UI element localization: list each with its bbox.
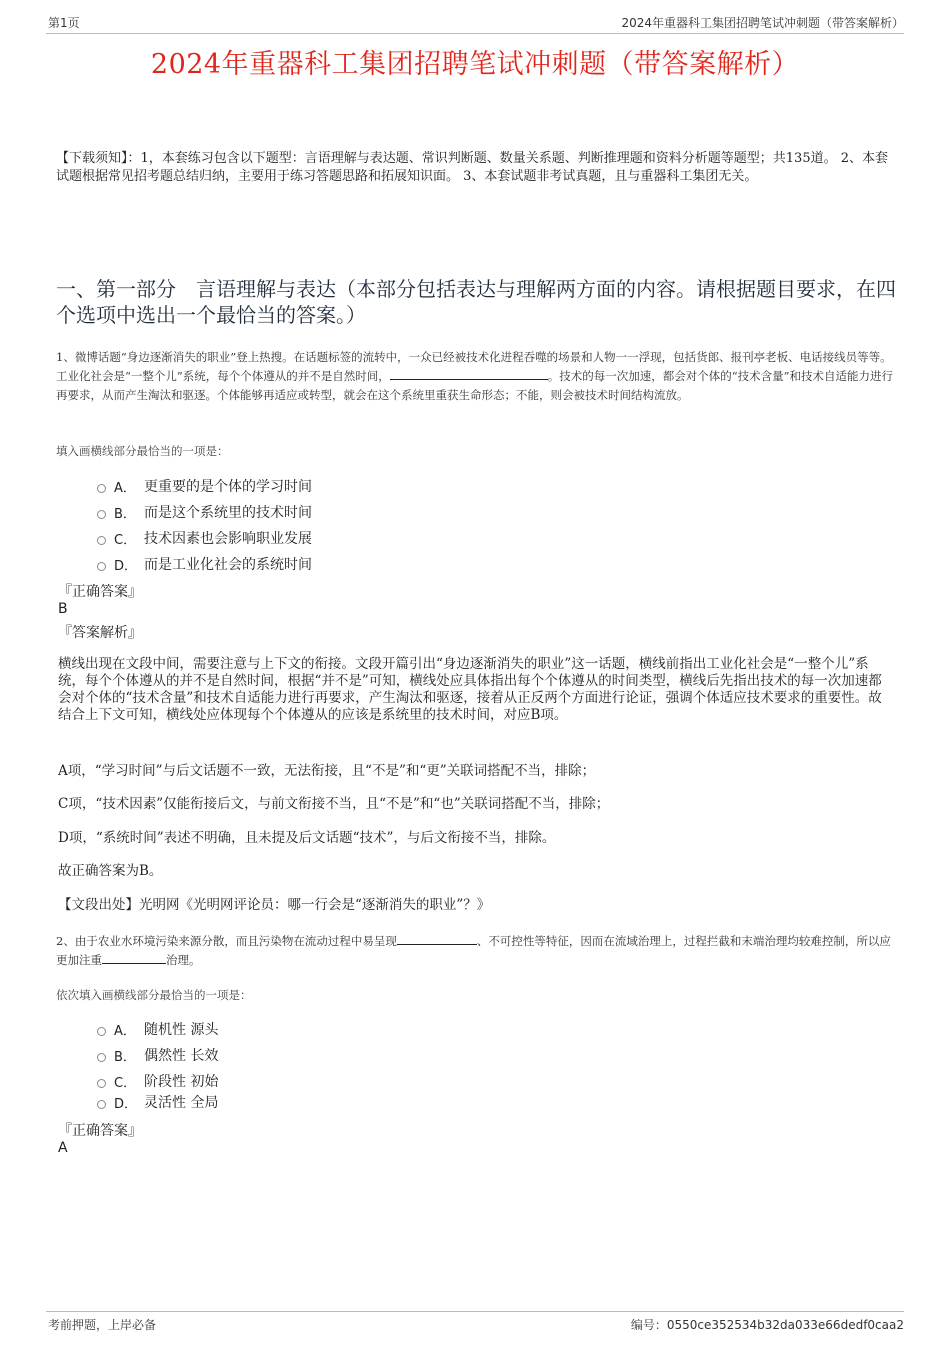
page-title: 2024年重器科工集团招聘笔试冲刺题（带答案解析） xyxy=(150,49,800,80)
radio-icon[interactable] xyxy=(97,1079,106,1088)
analysis-paragraph: 横线出现在文段中间，需要注意与上下文的衔接。文段开篇引出“身边逐渐消失的职业”这一话题，横线前指出工业化社会是“一整个儿”系统，每个个体遵从的并不是自然时间，根据“并不是”可知，横线处应具体指出每个个体遵从的时间类型，横线后先指出技术的每一次加速都会对个体的“技术含量”和技术自适能力进行再要求，产生淘汰和驱逐，接着从正反两个方面进行论证，强调个体适应技术要求的重要性。故结合上下文可知，横线处应体现每个个体遵从的应该是系统里的技术时间，对应B项。 xyxy=(58,656,882,723)
question-2-text-part1: 2、由于农业水环境污染来源分散，而且污染物在流动过程中易呈现 xyxy=(56,934,397,948)
radio-icon[interactable] xyxy=(97,562,106,571)
question-2-answer-label: 『正确答案』 xyxy=(58,1123,142,1139)
analysis-paragraph: A项，“学习时间”与后文话题不一致，无法衔接，且“不是”和“更”关联词搭配不当，排除； xyxy=(58,763,596,779)
question-1-option-c[interactable] xyxy=(97,527,312,549)
analysis-paragraph: C项，“技术因素”仅能衔接后文，与前文衔接不当，且“不是”和“也”关联词搭配不当，排除； xyxy=(58,796,610,812)
question-2-text-part3: 治理。 xyxy=(166,953,201,967)
option-letter: C． xyxy=(114,1075,137,1091)
analysis-conclusion: 故正确答案为B。 xyxy=(58,863,163,879)
radio-icon[interactable] xyxy=(97,1027,106,1036)
question-2-prompt: 依次填入画横线部分最恰当的一项是： xyxy=(56,988,252,1002)
question-1-analysis-label: 『答案解析』 xyxy=(58,625,142,641)
option-text: 阶段性 初始 xyxy=(144,1074,219,1090)
radio-icon[interactable] xyxy=(97,484,106,493)
option-letter: D． xyxy=(114,1096,138,1112)
option-text: 灵活性 全局 xyxy=(144,1095,219,1111)
section-heading: 一、第一部分 言语理解与表达（本部分包括表达与理解两方面的内容。请根据题目要求，在四个选项中选出一个最恰当的答案。） xyxy=(56,277,896,327)
option-text: 随机性 源头 xyxy=(144,1022,219,1038)
radio-icon[interactable] xyxy=(97,510,106,519)
radio-icon[interactable] xyxy=(97,1100,106,1109)
footer-code-value: 0550ce352534b32da033e66dedf0caa2 xyxy=(666,1318,904,1332)
answer-blank xyxy=(390,367,548,380)
question-2-option-a[interactable] xyxy=(97,1018,218,1040)
answer-blank xyxy=(397,932,477,945)
question-2-text xyxy=(56,932,898,970)
page-number: 第1页 xyxy=(48,16,80,30)
option-text: 而是工业化社会的系统时间 xyxy=(144,557,312,573)
option-letter: B． xyxy=(114,1049,136,1065)
option-text: 偶然性 长效 xyxy=(144,1048,219,1064)
download-notice: 【下载须知】：1，本套练习包含以下题型：言语理解与表达题、常识判断题、数量关系题、判断推理题和资料分析题等题型；共135道。 2、本套试题根据常见招考题总结归纳，主要用于练习答题思路和拓展知识面。 3、本套试题非考试真题，且与重器科工集团无关。 xyxy=(56,151,888,184)
analysis-paragraph: D项，“系统时间”表述不明确，且未提及后文话题“技术”，与后文衔接不当，排除。 xyxy=(58,830,556,846)
question-2-text-part2: 、不可控性等特征，因而在流域治理上，过程拦截和末端治理均较难控制，所以应更加注重 xyxy=(56,934,891,967)
question-1-option-b[interactable] xyxy=(97,501,312,523)
option-text: 技术因素也会影响职业发展 xyxy=(144,531,312,547)
option-letter: A． xyxy=(114,1023,136,1039)
question-1-option-d[interactable] xyxy=(97,553,312,575)
radio-icon[interactable] xyxy=(97,1053,106,1062)
option-letter: B． xyxy=(114,506,136,522)
option-text: 而是这个系统里的技术时间 xyxy=(144,505,312,521)
question-2-option-b[interactable] xyxy=(97,1044,218,1066)
answer-blank xyxy=(102,951,166,964)
option-letter: D． xyxy=(114,558,138,574)
option-letter: A． xyxy=(114,480,136,496)
footer-divider xyxy=(46,1311,904,1312)
header-doc-title: 2024年重器科工集团招聘笔试冲刺题（带答案解析） xyxy=(621,16,904,30)
question-1-text-before: 1、微博话题“身边逐渐消失的职业”登上热搜。在话题标签的流转中，一众已经被技术化进程吞噬的场景和人物一一浮现，包括货郎、报刊亭老板、电话接线员等等。工业化社会是“一整个儿”系统，每个个体遵从的并不是自然时间， xyxy=(56,350,892,383)
question-1-prompt: 填入画横线部分最恰当的一项是： xyxy=(56,444,229,458)
footer-slogan: 考前押题，上岸必备 xyxy=(48,1318,157,1332)
question-1-option-a[interactable] xyxy=(97,475,312,497)
question-1-answer: B xyxy=(58,601,68,617)
question-1-text xyxy=(56,348,898,405)
question-2-option-c[interactable] xyxy=(97,1070,218,1092)
footer-code-label: 编号： xyxy=(630,1318,667,1332)
footer-code xyxy=(631,1316,904,1333)
radio-icon[interactable] xyxy=(97,536,106,545)
question-1-answer-label: 『正确答案』 xyxy=(58,584,142,600)
option-letter: C． xyxy=(114,532,137,548)
question-2-answer: A xyxy=(58,1140,68,1156)
option-text: 更重要的是个体的学习时间 xyxy=(144,479,312,495)
header-divider xyxy=(46,33,904,34)
question-1-text-after: 。技术的每一次加速，都会对个体的“技术含量”和技术自适能力进行再要求，从而产生淘汰和驱逐。个体能够再适应或转型，就会在这个系统里重获生命形态；不能，则会被技术时间结构流放。 xyxy=(56,369,894,402)
question-2-option-d[interactable] xyxy=(97,1091,218,1113)
analysis-source: 【文段出处】光明网《光明网评论员：哪一行会是“逐渐消失的职业”？》 xyxy=(58,897,491,913)
